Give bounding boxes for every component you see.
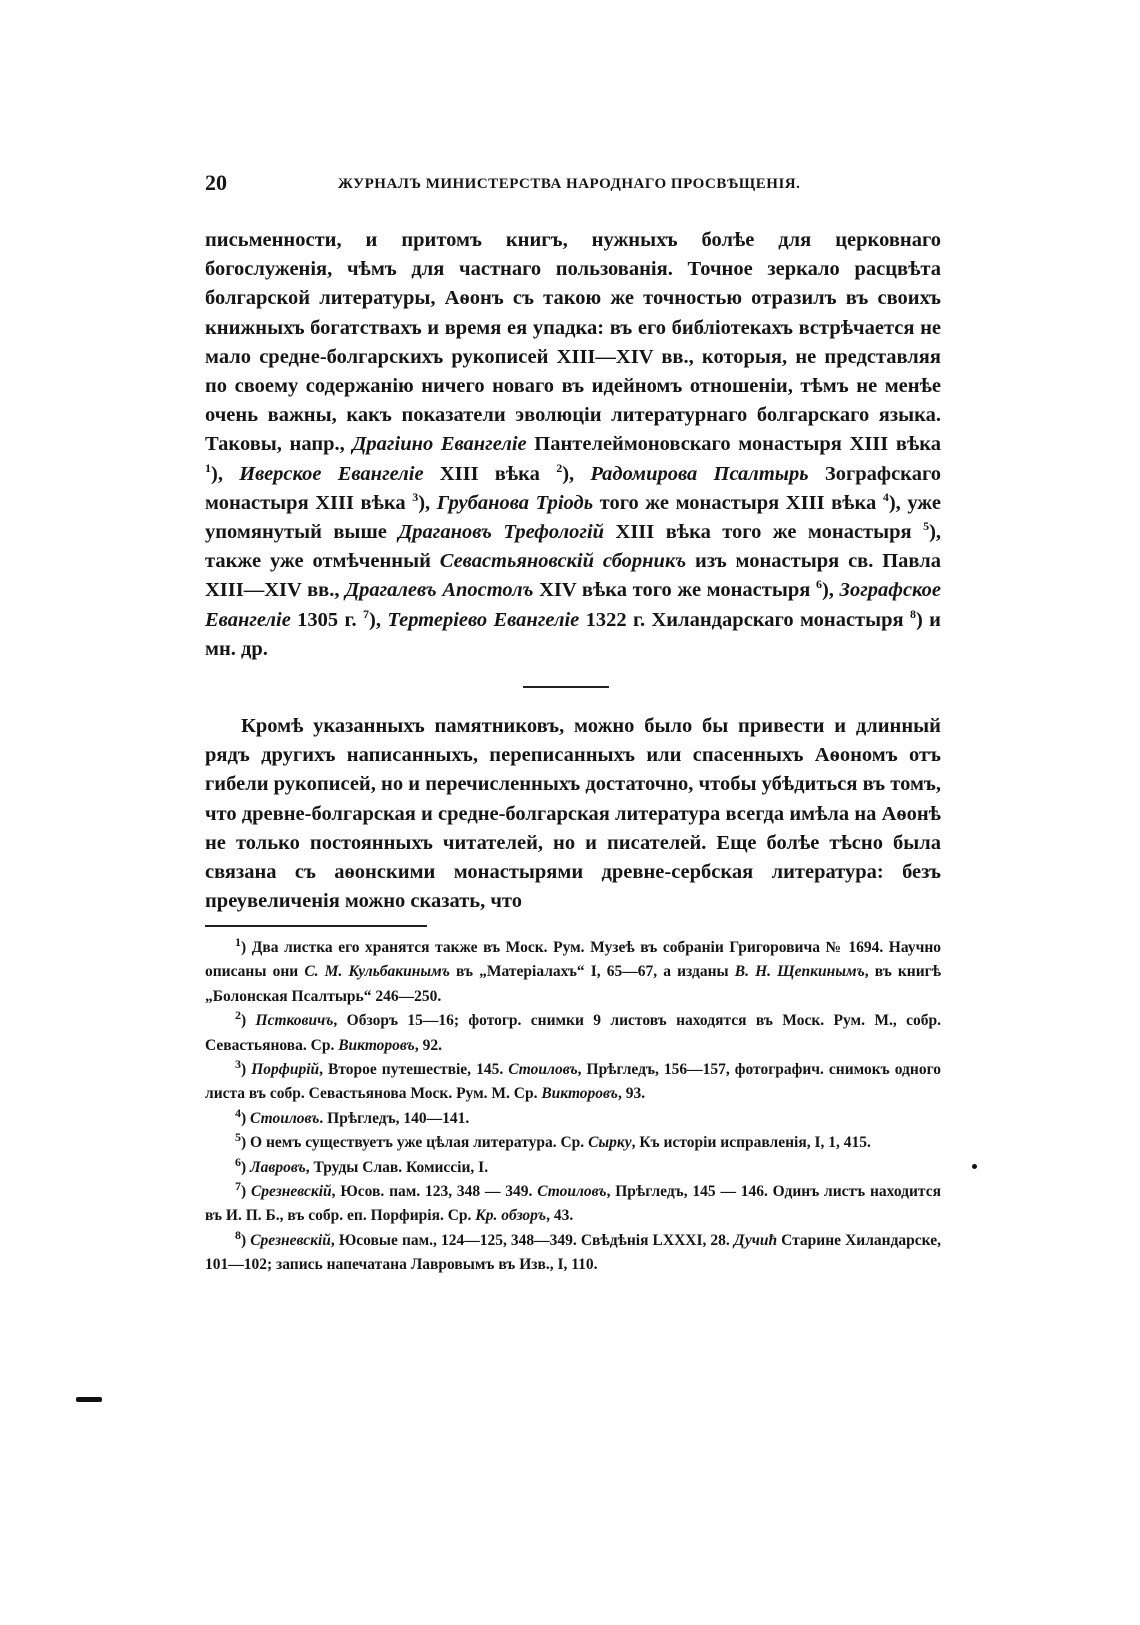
text-run: Пантелеймоновскаго монастыря XIII вѣка xyxy=(526,433,942,456)
manuscript-title: Иверское Евангеліе xyxy=(239,462,424,485)
section-divider xyxy=(523,686,609,688)
footnote-2 xyxy=(205,1009,941,1058)
footnote-number: 4 xyxy=(235,1105,241,1120)
running-head: ЖУРНАЛЪ МИНИСТЕРСТВА НАРОДНАГО ПРОСВѢЩЕНІЯ. xyxy=(338,176,801,192)
text-run: ), xyxy=(369,608,388,631)
text-run: XIII вѣка того же монастыря xyxy=(604,521,924,544)
text-run: Старине Хиландарске, 101—102; запись напечатана Лавровымъ въ Изв., I, 110. xyxy=(205,1231,941,1274)
text-run: 1305 г. xyxy=(290,608,363,631)
footnote-ref: 8 xyxy=(910,606,916,621)
author-name: Викторовъ xyxy=(338,1036,415,1054)
manuscript-title: Драгановъ Трефологій xyxy=(398,521,605,544)
text-run: ) и мн. др. xyxy=(205,608,941,660)
text-run: , Юсов. пам. 123, 348 — 349. xyxy=(331,1183,538,1201)
text-run: , Труды Слав. Комиссіи, I. xyxy=(305,1158,489,1176)
text-run: ) xyxy=(241,1183,251,1201)
footnote-1 xyxy=(205,936,941,1009)
text-run: ) xyxy=(241,1061,252,1079)
footnote-4 xyxy=(205,1107,941,1131)
main-text xyxy=(205,226,941,916)
text-run: , Къ исторіи исправленія, I, 1, 415. xyxy=(631,1134,871,1152)
manuscript-title: Грубанова Тріодь xyxy=(436,491,594,514)
author-name: Срезневскій xyxy=(250,1231,331,1249)
text-run: ), также уже отмѣченный xyxy=(205,521,942,573)
text-run: . Прѣгледъ, 140—141. xyxy=(319,1109,470,1127)
page-number: 20 xyxy=(205,170,227,195)
text-run: ), xyxy=(211,462,240,485)
manuscript-title: Драгіино Евангеліе xyxy=(352,433,527,456)
text-run: 1322 г. Хиландарскаго монастыря xyxy=(579,608,910,631)
author-name: В. Н. Щепкинымъ xyxy=(734,963,865,981)
author-name: Порфирій xyxy=(251,1061,320,1079)
paragraph-1 xyxy=(205,226,941,664)
manuscript-title: Радомирова Псалтырь xyxy=(590,462,809,485)
margin-ink-mark xyxy=(76,1397,102,1402)
author-name: Кр. обзоръ xyxy=(475,1207,547,1225)
footnote-ref: 3 xyxy=(412,490,419,504)
footnote-8 xyxy=(205,1229,941,1278)
footnote-6 xyxy=(205,1156,941,1180)
author-name: Стоиловъ xyxy=(537,1183,607,1201)
footnote-number: 8 xyxy=(235,1227,241,1242)
footnote-ref: 1 xyxy=(205,460,211,475)
author-name: Пстковичъ xyxy=(255,1012,334,1030)
manuscript-title: Севастьяновскій сборникъ xyxy=(439,550,687,573)
footnote-ref: 6 xyxy=(815,577,822,592)
text-run: ), xyxy=(562,462,591,485)
text-run: XIV вѣка того же монастыря xyxy=(533,579,816,602)
manuscript-title: Драгалевъ Апостолъ xyxy=(345,579,534,602)
author-name: Стоиловъ xyxy=(250,1109,320,1127)
author-name: С. М. Кульбакинымъ xyxy=(304,963,450,981)
footnote-3 xyxy=(205,1058,941,1107)
footnote-divider xyxy=(205,925,427,927)
footnote-5 xyxy=(205,1131,941,1155)
footnote-7 xyxy=(205,1180,941,1229)
text-run: , 92. xyxy=(414,1036,442,1054)
text-run: , Юсовые пам., 124—125, 348—349. Свѣдѣнія LXXXI, 28. xyxy=(330,1231,734,1249)
text-run: , Прѣгледъ, 156—157, фотографич. снимокъ одного листа въ собр. Севастьянова Моск. Рум. М. Ср. xyxy=(205,1061,941,1103)
footnote-ref: 2 xyxy=(556,460,563,475)
text-run: ), xyxy=(821,579,840,602)
text-run: въ „Матеріалахъ“ I, 65—67, а изданы xyxy=(449,963,735,981)
paragraph-2: Кромѣ указанныхъ памятниковъ, можно было бы привести и длинный рядъ другихъ написанныхъ, переписанныхъ или спасенныхъ Аѳономъ отъ гибели рукописей, но и перечисленныхъ достаточно, чтобы убѣдиться въ томъ, что древне-болгарская и средне-болгарская литература всегда имѣла на Аѳонѣ не только постоянныхъ читателей, но и писателей. Еще болѣе тѣсно была связана съ аѳонскими монастырями древне-сербская литература: безъ преувеличенія можно сказать, что xyxy=(205,715,941,913)
text-run: ) xyxy=(241,1109,251,1127)
footnote-ref: 4 xyxy=(882,490,889,504)
text-run: письменности, и притомъ книгъ, нужныхъ болѣе для церковнаго богослуженія, чѣмъ для частнаго пользованія. Точное зеркало расцвѣта болгарской литературы, Аѳонъ съ такою же точностью отразилъ въ своихъ книжныхъ богатствахъ и время ея упадка: въ его библіотекахъ встрѣчается не мало средне-болгарскихъ рукописей XIII—XIV вв., которыя, не представляя по своему содержанію ничего новаго въ идейномъ отношеніи, тѣмъ не менѣе очень важны, какъ показатели эволюціи литературнаго болгарскаго языка. Таковы, напр., xyxy=(205,229,941,456)
text-run: ) Два листка его хранятся также въ Моск. Рум. Музеѣ въ собраніи Григоровича № 1694. Научно описаны они xyxy=(205,939,941,981)
author-name: Викторовъ xyxy=(541,1085,618,1103)
footnote-number: 6 xyxy=(235,1154,241,1169)
text-run: изъ монастыря св. Павла XIII—XIV вв., xyxy=(205,550,941,602)
author-name: Стоиловъ xyxy=(508,1061,578,1079)
text-run: , въ книгѣ „Болонская Псалтырь“ 246—250. xyxy=(205,963,942,1005)
author-name: Срезневскій xyxy=(250,1183,332,1201)
text-run: , Второе путешествіе, 145. xyxy=(319,1061,509,1079)
author-name: Сырку xyxy=(588,1134,632,1152)
footnote-number: 7 xyxy=(235,1178,241,1193)
text-run: ), xyxy=(418,491,437,514)
text-run: того же монастыря XIII вѣка xyxy=(593,491,883,514)
footnote-number: 3 xyxy=(235,1056,241,1071)
author-name: Дучић xyxy=(733,1231,778,1249)
manuscript-title: Зографское Евангеліе xyxy=(205,579,941,631)
text-run: , 93. xyxy=(617,1085,646,1103)
text-run: , Прѣгледъ, 145 — 146. Одинъ листъ находится въ И. П. Б., въ собр. еп. Порфирія. Ср. xyxy=(205,1183,941,1225)
author-name: Лавровъ xyxy=(250,1158,306,1176)
manuscript-title: Тертеріево Евангеліе xyxy=(387,608,580,631)
page-header xyxy=(205,170,941,200)
footnote-ref: 7 xyxy=(363,606,369,621)
text-run: ) xyxy=(241,1158,251,1176)
text-run: , 43. xyxy=(546,1207,574,1225)
text-run: ) xyxy=(241,1012,256,1030)
footnote-number: 1 xyxy=(235,934,241,949)
footnote-number: 2 xyxy=(235,1008,241,1023)
footnotes xyxy=(205,936,941,1278)
margin-ink-dot xyxy=(972,1164,977,1169)
footnote-number: 5 xyxy=(235,1130,241,1145)
text-run: ) О немъ существуетъ уже цѣлая литература. Ср. xyxy=(241,1134,589,1152)
text-run: ), уже упомянутый выше xyxy=(205,491,942,544)
footnote-ref: 5 xyxy=(923,519,930,534)
text-run: Зографскаго монастыря XIII вѣка xyxy=(205,462,941,514)
text-run: XIII вѣка xyxy=(423,462,557,485)
text-run: , Обзоръ 15—16; фотогр. снимки 9 листовъ находятся въ Моск. Рум. М., собр. Севастьянова. Ср. xyxy=(205,1012,941,1054)
text-run: ) xyxy=(241,1231,251,1249)
